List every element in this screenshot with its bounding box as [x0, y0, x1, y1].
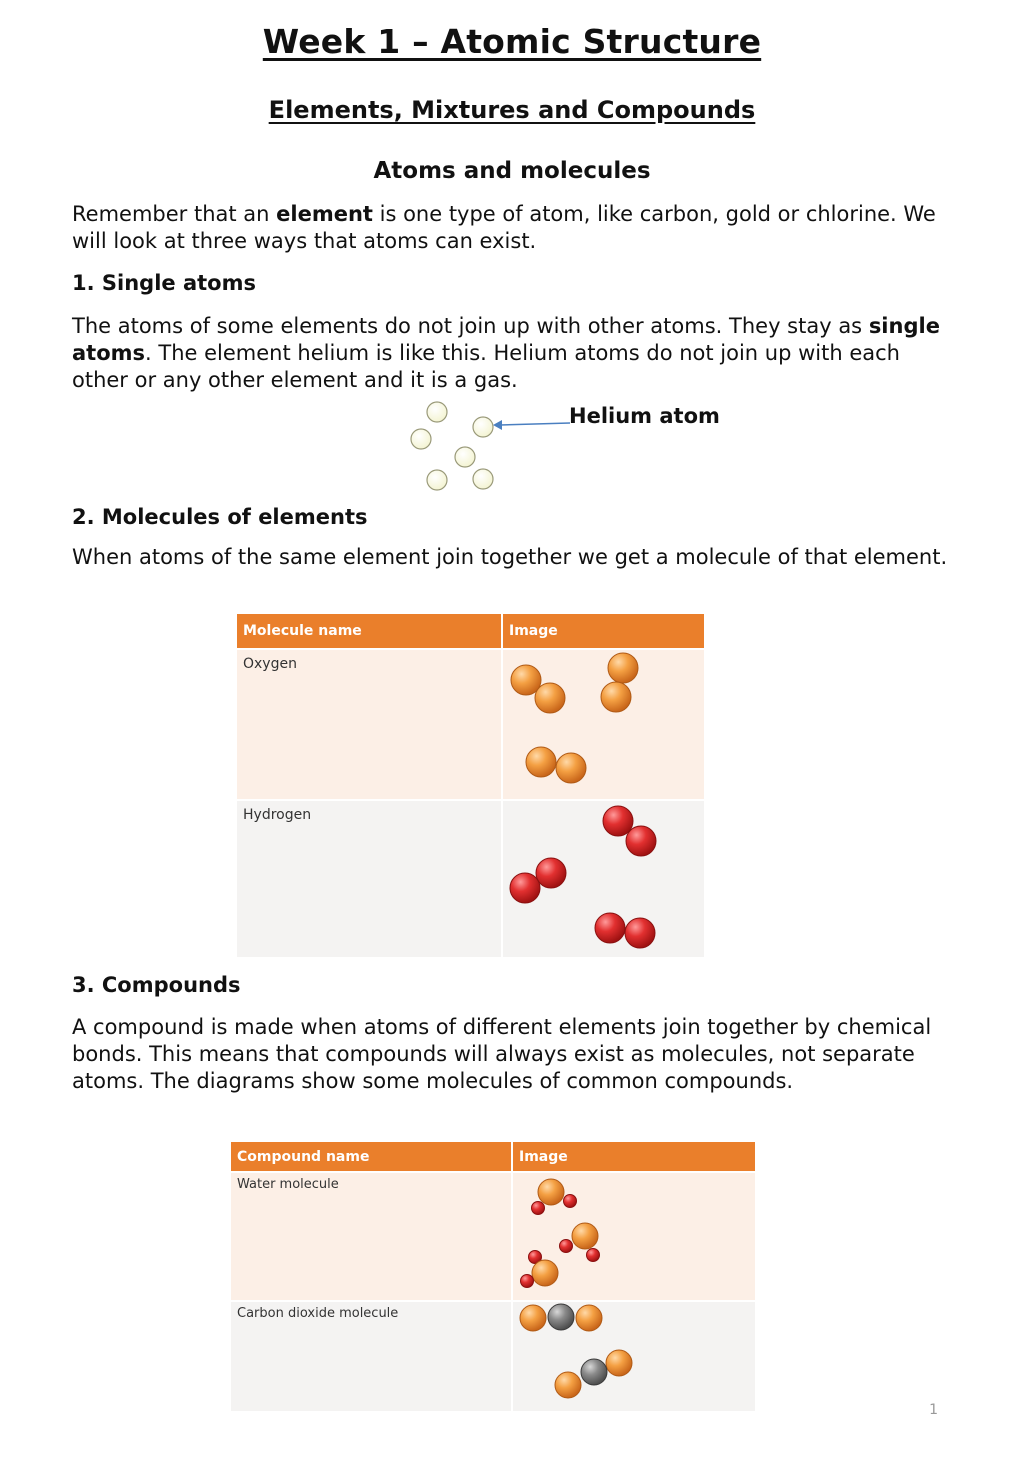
intro-text-1: Remember that an [72, 202, 277, 226]
intro-text-2: is one type of atom, like carbon, gold or chlorine. We will look at three ways that atoms can exist. [72, 202, 936, 253]
table-row [237, 649, 704, 800]
table-row [231, 1172, 755, 1301]
oxygen-atom [526, 747, 556, 777]
oxygen-atom [601, 682, 631, 712]
oxygen-image-cell [502, 649, 704, 800]
section-title: Atoms and molecules [373, 158, 651, 184]
hydrogen-atom [564, 1195, 577, 1208]
single-atoms-text-2: . The element helium is like this. Helium atoms do not join up with each other or any other element and it is a gas. [72, 341, 900, 392]
single-atoms-paragraph [72, 313, 952, 394]
water-molecules-image [513, 1173, 753, 1296]
hydrogen-atom [587, 1249, 600, 1262]
helium-atom-label: Helium atom [569, 404, 720, 428]
water-image-cell [512, 1172, 755, 1301]
single-atoms-text-1: The atoms of some elements do not join up with other atoms. They stay as [72, 314, 869, 338]
compound-name-water: Water molecule [231, 1172, 512, 1301]
helium-atom [411, 429, 431, 449]
oxygen-atom [572, 1223, 598, 1249]
oxygen-atom [520, 1305, 546, 1331]
helium-atom [455, 447, 475, 467]
molecules-paragraph: When atoms of the same element join together we get a molecule of that element. [72, 545, 948, 569]
table-row [237, 800, 704, 957]
oxygen-atom [538, 1179, 564, 1205]
hydrogen-atom [625, 918, 655, 948]
molecule-name-oxygen: Oxygen [237, 649, 502, 800]
helium-arrow [490, 414, 572, 434]
helium-atoms-diagram [400, 398, 510, 494]
hydrogen-atom [603, 806, 633, 836]
page-number: 1 [929, 1402, 938, 1418]
table-row [231, 1301, 755, 1411]
helium-atom [427, 470, 447, 490]
single-atoms-heading: 1. Single atoms [72, 271, 256, 295]
hydrogen-atom [626, 826, 656, 856]
intro-bold-element: element [276, 202, 373, 226]
table-header-row [237, 614, 704, 649]
column-header: Image [512, 1142, 755, 1172]
compound-name-carbon-dioxide: Carbon dioxide molecule [231, 1301, 512, 1411]
oxygen-atom [535, 683, 565, 713]
column-header: Compound name [231, 1142, 512, 1172]
page-title: Week 1 – Atomic Structure [262, 22, 762, 61]
page-subtitle: Elements, Mixtures and Compounds [268, 96, 756, 124]
compounds-heading: 3. Compounds [72, 973, 241, 997]
table-header-row [231, 1142, 755, 1172]
carbon-dioxide-image-cell [512, 1301, 755, 1411]
hydrogen-atom [595, 913, 625, 943]
carbon-atom [581, 1359, 607, 1385]
single-atoms-bold: single atoms [72, 314, 940, 365]
oxygen-atom [532, 1260, 558, 1286]
hydrogen-atom [532, 1202, 545, 1215]
helium-atom [427, 402, 447, 422]
column-header: Image [502, 614, 704, 649]
column-header: Molecule name [237, 614, 502, 649]
hydrogen-molecules-image [503, 801, 703, 953]
hydrogen-atom [536, 858, 566, 888]
hydrogen-atom [521, 1275, 534, 1288]
carbon-atom [548, 1304, 574, 1330]
molecules-table [237, 614, 704, 957]
intro-paragraph [72, 201, 952, 255]
helium-atom [473, 469, 493, 489]
oxygen-atom [576, 1305, 602, 1331]
oxygen-atom [608, 653, 638, 683]
hydrogen-atom [510, 873, 540, 903]
oxygen-atom [606, 1350, 632, 1376]
molecule-name-hydrogen: Hydrogen [237, 800, 502, 957]
hydrogen-image-cell [502, 800, 704, 957]
oxygen-molecules-image [503, 650, 703, 795]
molecules-heading: 2. Molecules of elements [72, 505, 368, 529]
oxygen-atom [556, 753, 586, 783]
oxygen-atom [555, 1372, 581, 1398]
compounds-paragraph: A compound is made when atoms of different elements join together by chemical bonds. This means that compounds will always exist as molecules, not separate atoms. The diagrams show some molecules of common compounds. [72, 1015, 932, 1093]
hydrogen-atom [560, 1240, 573, 1253]
carbon-dioxide-molecules-image [513, 1302, 753, 1407]
compounds-table [231, 1142, 755, 1411]
